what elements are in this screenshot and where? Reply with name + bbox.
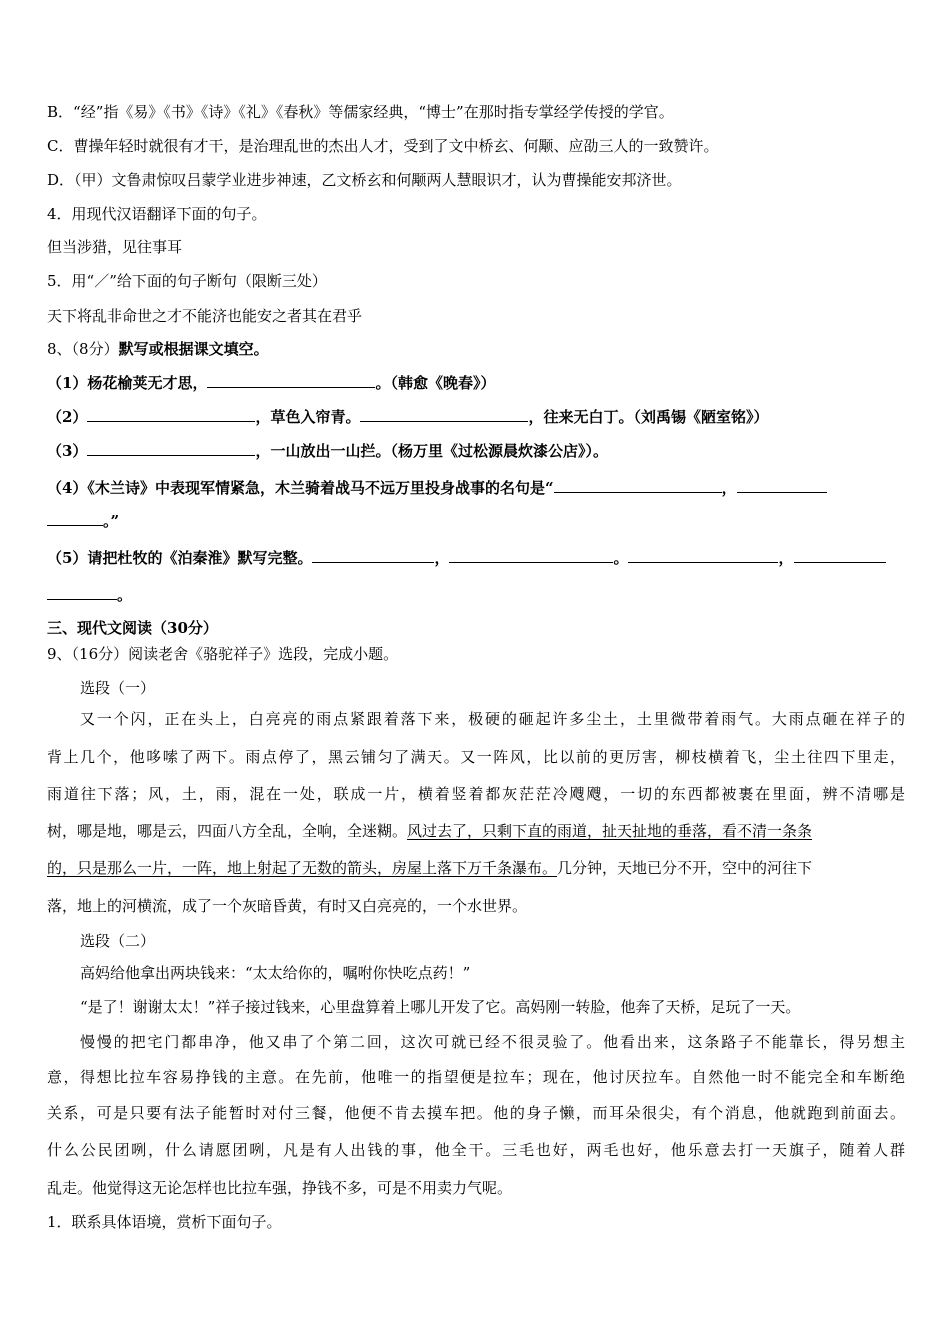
passage-1-line-5-text: 几分钟，天地已分不开，空中的河往下 bbox=[557, 859, 813, 877]
q8-item-2-num: （2） bbox=[47, 408, 88, 426]
q8-item-5-sep2: 。 bbox=[613, 549, 629, 567]
passage-2-line-2: “是了！谢谢太太！”祥子接过钱来，心里盘算着上哪儿开发了它。高妈刚一转脸，他奔了天桥，足玩了一天。 bbox=[80, 998, 801, 1016]
q8-item-1-source: 。（韩愈《晚春》） bbox=[375, 374, 496, 392]
q3-option-d: D．（甲）文鲁肃惊叹吕蒙学业进步神速，乙文桥玄和何颙两人慧眼识才，认为曹操能安邦济世。 bbox=[47, 171, 682, 189]
passage-1-line-1: 又一个闪，正在头上，白亮亮的雨点紧跟着落下来，极硬的砸起许多尘土，土里微带着雨气。大雨点砸在祥子的 bbox=[80, 710, 905, 728]
answer-blank[interactable] bbox=[87, 441, 255, 456]
q8-item-4-cont bbox=[47, 511, 119, 531]
q8-item-3 bbox=[47, 441, 608, 461]
passage-1-line-2: 背上几个，他哆嗦了两下。雨点停了，黑云铺匀了满天。又一阵风，比以前的更厉害，柳枝横着飞，尘土往四下里走， bbox=[47, 748, 905, 766]
q4-stem: 4．用现代汉语翻译下面的句子。 bbox=[47, 205, 267, 223]
section-3-title: 三、现代文阅读（30分） bbox=[47, 619, 218, 637]
answer-blank[interactable] bbox=[628, 548, 778, 563]
passage-1-line-4-text: 树，哪是地，哪是云，四面八方全乱，全响，全迷糊。 bbox=[47, 822, 408, 840]
passage-1-line-6: 落，地上的河横流，成了一个灰暗昏黄，有时又白亮亮的，一个水世界。 bbox=[47, 897, 528, 915]
passage-1-line-4 bbox=[47, 821, 812, 841]
q8-item-5-sep3: ， bbox=[778, 549, 794, 567]
passage-3-line-2: 意，得想比拉车容易挣钱的主意。在先前，他唯一的指望便是拉车；现在，他讨厌拉车。自然他一时不能完全和车断绝 bbox=[47, 1068, 905, 1086]
q5-sentence: 天下将乱非命世之才不能济也能安之者其在君乎 bbox=[47, 307, 363, 325]
q8-item-5-end: 。 bbox=[117, 586, 133, 604]
passage-3-line-1: 慢慢的把宅门都串净，他又串了个第二回，这次可就已经不很灵验了。他看出来，这条路子不能靠长，得另想主 bbox=[80, 1033, 905, 1051]
q9-heading bbox=[47, 644, 398, 664]
passage-1-line-5 bbox=[47, 858, 812, 878]
passage-2-line-1: 高妈给他拿出两块钱来：“太太给你的，嘱咐你快吃点药！” bbox=[80, 964, 471, 982]
answer-blank[interactable] bbox=[794, 548, 886, 563]
answer-blank[interactable] bbox=[449, 548, 613, 563]
q9-stem: 阅读老舍《骆驼祥子》选段，完成小题。 bbox=[128, 645, 399, 663]
q8-item-5 bbox=[47, 548, 886, 568]
q8-item-5-cont bbox=[47, 585, 132, 605]
underlined-sentence-start: 风过去了，只剩下直的雨道，扯天扯地的垂落，看不清一条条 bbox=[407, 822, 813, 840]
passage-3-line-3: 关系，可是只要有法子能暂时对付三餐，他便不肯去摸车把。他的身子懒，而耳朵很尖，有个消息，他就跑到前面去。 bbox=[47, 1104, 905, 1122]
q8-item-2 bbox=[47, 407, 768, 427]
q8-item-1-text: （1）杨花榆荚无才思， bbox=[47, 374, 208, 392]
q8-item-3-num: （3） bbox=[47, 442, 88, 460]
answer-blank[interactable] bbox=[360, 407, 528, 422]
selection-1-title: 选段（一） bbox=[80, 679, 156, 697]
q8-item-2-text: ，草色入帘青。 bbox=[255, 408, 361, 426]
q8-heading bbox=[47, 339, 269, 359]
q3-option-c: C．曹操年轻时就很有才干，是治理乱世的杰出人才，受到了文中桥玄、何颙、应劭三人的一致赞许。 bbox=[47, 137, 719, 155]
q8-item-5-sep1: ， bbox=[434, 549, 450, 567]
q8-item-2-source: ，往来无白丁。（刘禹锡《陋室铭》） bbox=[528, 408, 769, 426]
passage-1-line-3: 雨道往下落；风，土，雨，混在一处，联成一片，横着竖着都灰茫茫冷飕飕，一切的东西都被裹在里面，辨不清哪是 bbox=[47, 785, 905, 803]
q8-item-4 bbox=[47, 478, 827, 498]
answer-blank[interactable] bbox=[47, 511, 103, 526]
q8-item-1 bbox=[47, 373, 495, 393]
passage-3-line-5: 乱走。他觉得这无论怎样也比拉车强，挣钱不多，可是不用卖力气呢。 bbox=[47, 1179, 513, 1197]
q9-sub-1: 1．联系具体语境，赏析下面句子。 bbox=[47, 1213, 282, 1231]
answer-blank[interactable] bbox=[87, 407, 255, 422]
q8-title: 默写或根据课文填空。 bbox=[118, 340, 269, 358]
answer-blank[interactable] bbox=[554, 478, 722, 493]
q8-item-5-text: （5）请把杜牧的《泊秦淮》默写完整。 bbox=[47, 549, 313, 567]
underlined-sentence-end: 的，只是那么一片，一阵，地上射起了无数的箭头，房屋上落下万千条瀑布。 bbox=[47, 859, 558, 877]
q5-stem: 5．用“／”给下面的句子断句（限断三处） bbox=[47, 272, 327, 290]
answer-blank[interactable] bbox=[47, 585, 117, 600]
answer-blank[interactable] bbox=[312, 548, 434, 563]
q8-item-4-end: 。” bbox=[103, 512, 120, 530]
q8-item-4-text: （4）《木兰诗》中表现军情紧急，木兰骑着战马不远万里投身战事的名句是“ bbox=[47, 479, 554, 497]
q9-number: 9、（16分） bbox=[47, 645, 129, 663]
q8-number: 8、（8分） bbox=[47, 340, 119, 358]
q3-option-b: B．“经”指《易》《书》《诗》《礼》《春秋》等儒家经典，“博士”在那时指专掌经学传授的学官。 bbox=[47, 103, 674, 121]
q8-item-4-sep: ， bbox=[721, 479, 737, 497]
selection-2-title: 选段（二） bbox=[80, 932, 156, 950]
q8-item-3-source: ，一山放出一山拦。（杨万里《过松源晨炊漆公店》）。 bbox=[255, 442, 608, 460]
q4-sentence: 但当涉猎，见往事耳 bbox=[47, 238, 183, 256]
passage-3-line-4: 什么公民团咧，什么请愿团咧，凡是有人出钱的事，他全干。三毛也好，两毛也好，他乐意去打一天旗子，随着人群 bbox=[47, 1141, 905, 1159]
answer-blank[interactable] bbox=[207, 373, 375, 388]
answer-blank[interactable] bbox=[737, 478, 827, 493]
